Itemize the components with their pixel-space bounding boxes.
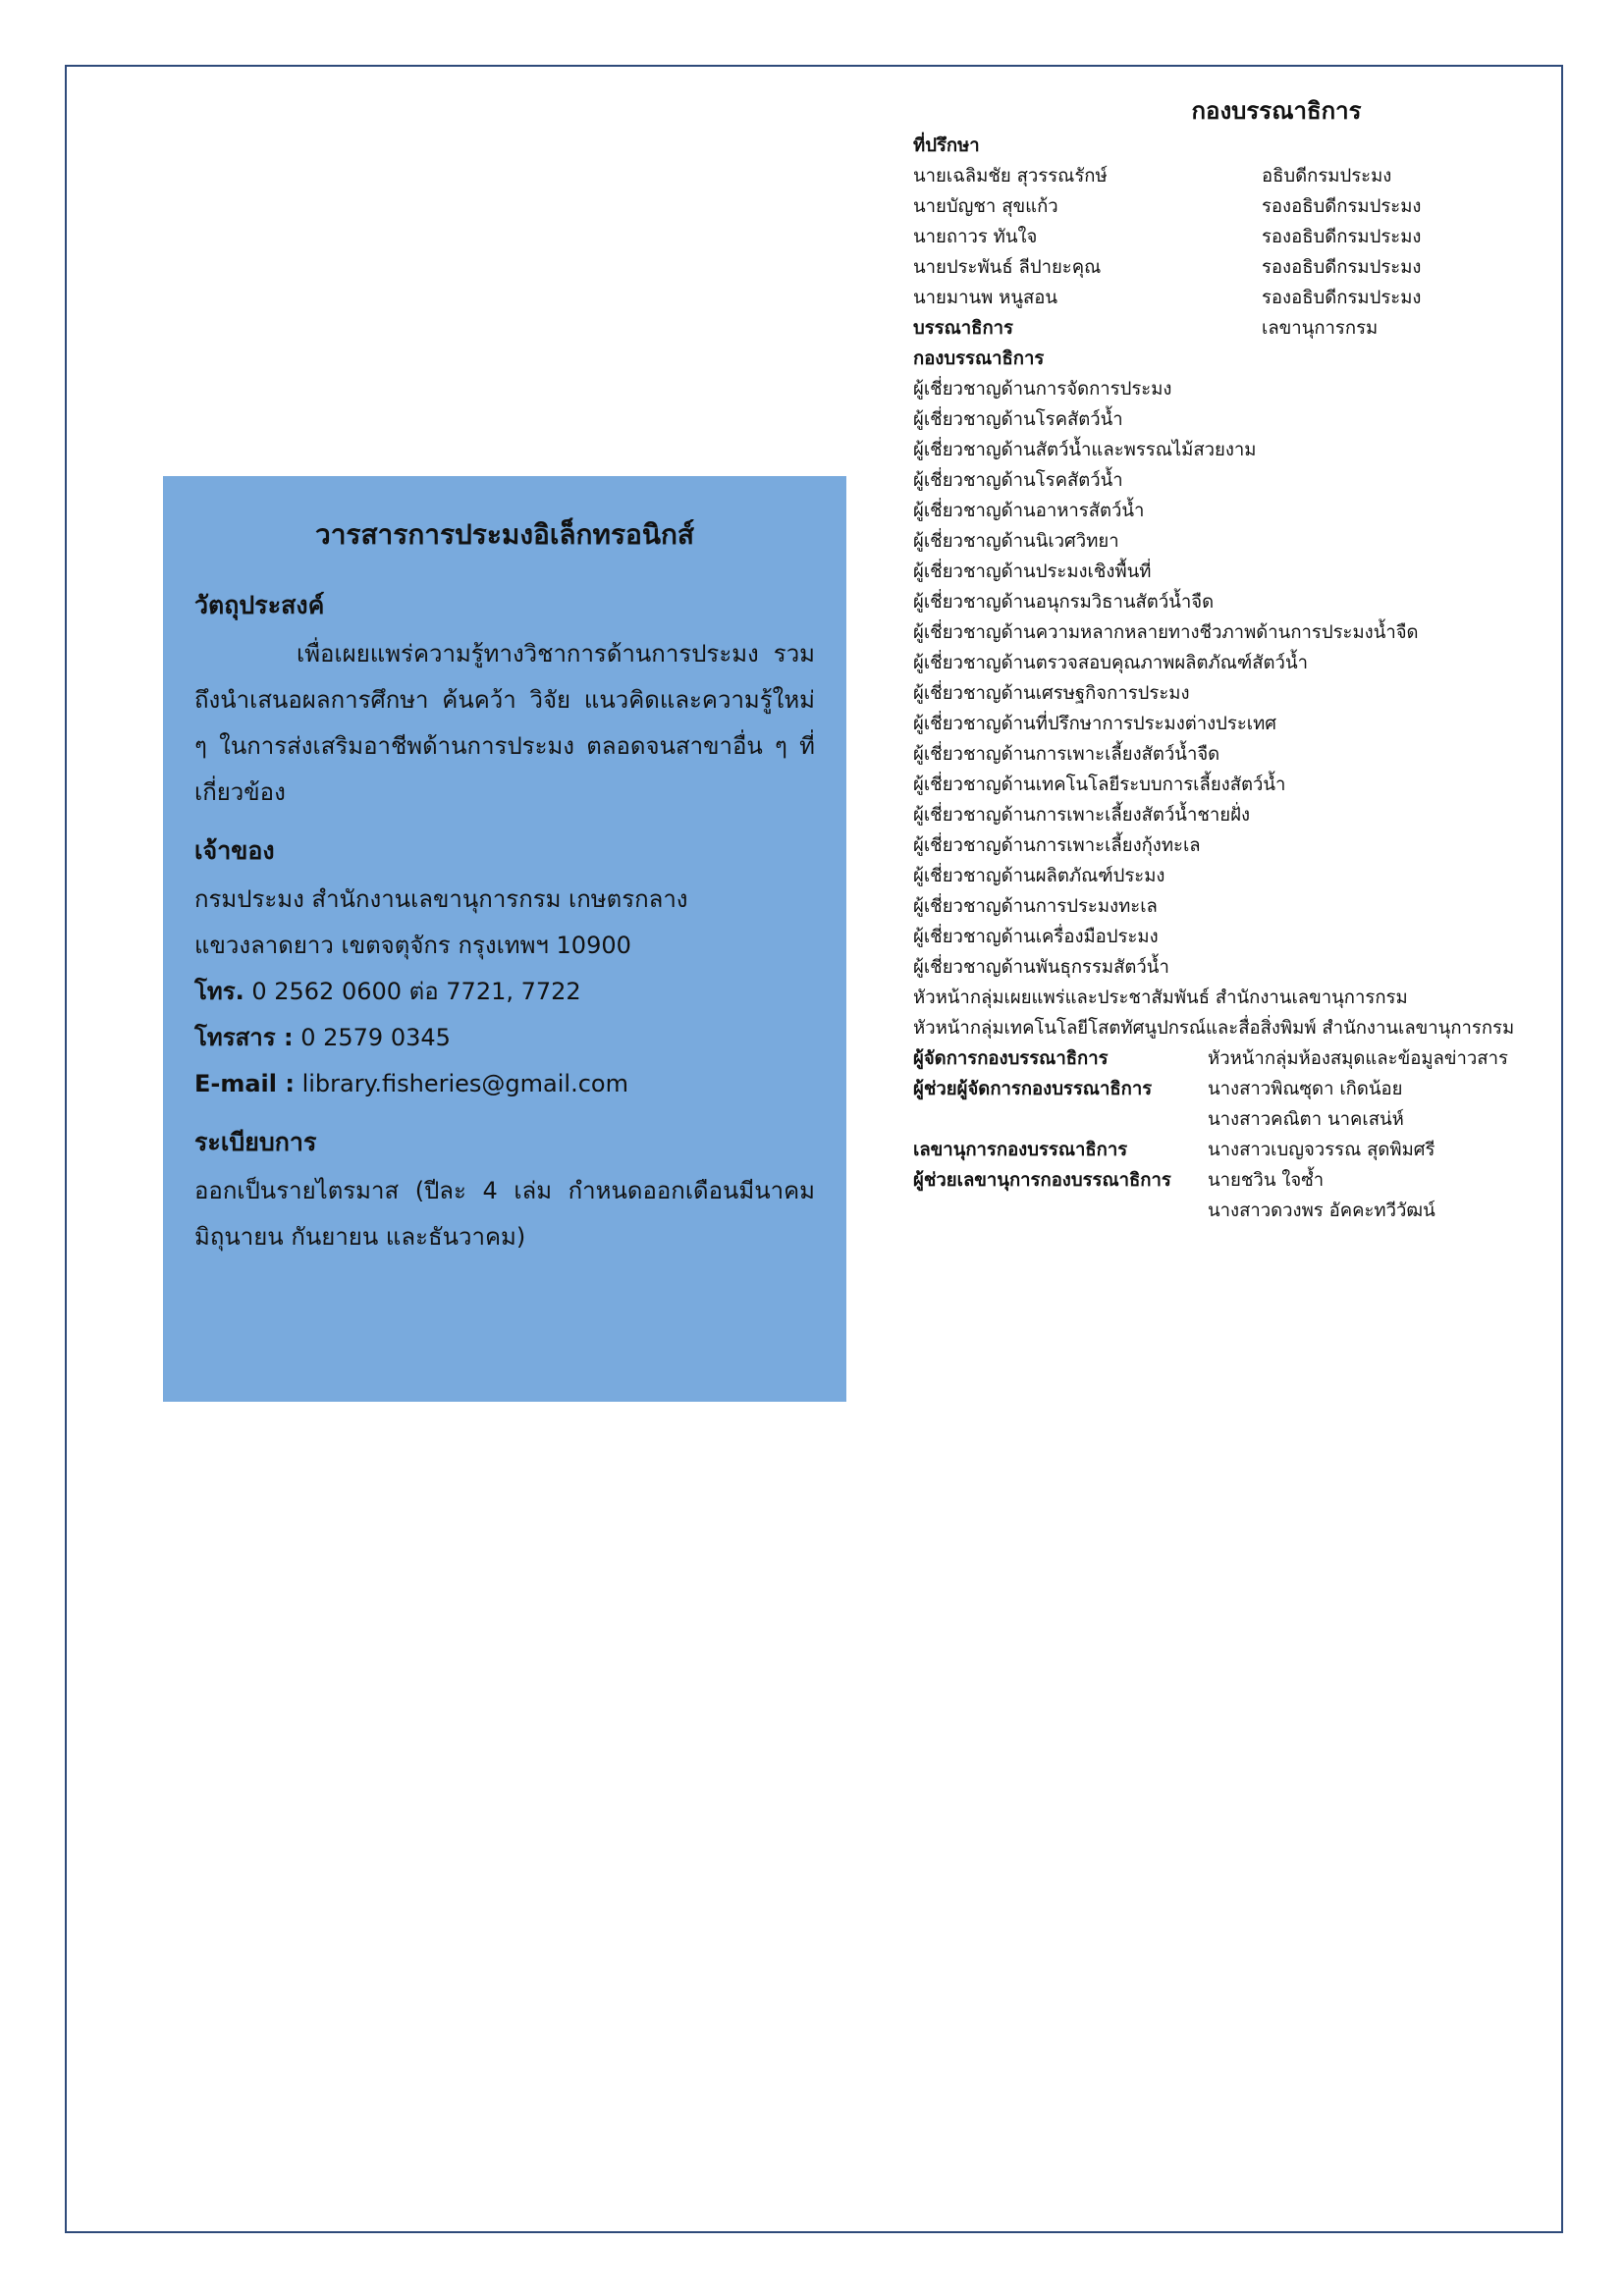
email-line	[194, 1061, 815, 1107]
management-role	[913, 1196, 1208, 1226]
advisor-name: นายมานพ หนูสอน	[913, 288, 1058, 308]
board-member: ผู้เชี่ยวชาญด้านประมงเชิงพื้นที่	[913, 561, 1152, 582]
management-person: นายชวิน ใจซ้ำ	[1208, 1170, 1325, 1191]
board-heading: กองบรรณาธิการ	[913, 348, 1045, 369]
board-member: ผู้เชี่ยวชาญด้านการจัดการประมง	[913, 379, 1172, 400]
board-member: ผู้เชี่ยวชาญด้านพันธุกรรมสัตว์น้ำ	[913, 957, 1169, 978]
advisor-name: นายบัญชา สุขแก้ว	[913, 196, 1058, 217]
management-role: เลขานุการกองบรรณาธิการ	[913, 1140, 1128, 1160]
board-member: ผู้เชี่ยวชาญด้านที่ปรึกษาการประมงต่างประเทศ	[913, 714, 1277, 734]
management-row	[913, 1043, 1542, 1074]
management-role	[913, 1104, 1208, 1135]
advisor-row	[913, 191, 1542, 222]
management-person: นางสาวดวงพร อัคคะทวีวัฒน์	[1208, 1201, 1435, 1221]
advisor-position: รองอธิบดีกรมประมง	[1262, 288, 1422, 308]
management-role: ผู้จัดการกองบรรณาธิการ	[913, 1048, 1109, 1069]
owner-heading: เจ้าของ	[194, 836, 275, 865]
board-member: ผู้เชี่ยวชาญด้านสัตว์น้ำและพรรณไม้สวยงาม	[913, 440, 1257, 460]
advisor-row	[913, 283, 1542, 313]
board-member: ผู้เชี่ยวชาญด้านเครื่องมือประมง	[913, 927, 1159, 947]
board-member: ผู้เชี่ยวชาญด้านเศรษฐกิจการประมง	[913, 683, 1190, 704]
email-label: E-mail :	[194, 1070, 295, 1097]
journal-title: วารสารการประมงอิเล็กทรอนิกส์	[314, 518, 695, 551]
editorial-board	[913, 91, 1542, 1226]
editor-value: เลขานุการกรม	[1262, 318, 1379, 339]
board-member: ผู้เชี่ยวชาญด้านอนุกรมวิธานสัตว์น้ำจืด	[913, 592, 1215, 613]
board-member: ผู้เชี่ยวชาญด้านโรคสัตว์น้ำ	[913, 409, 1123, 430]
board-member: ผู้เชี่ยวชาญด้านการเพาะเลี้ยงสัตว์น้ำชายฝั่ง	[913, 805, 1250, 826]
advisor-position: รองอธิบดีกรมประมง	[1262, 196, 1422, 217]
advisor-name: นายถาวร ทันใจ	[913, 227, 1038, 247]
board-member: หัวหน้ากลุ่มเผยแพร่และประชาสัมพันธ์ สำนักงานเลขานุการกรม	[913, 988, 1408, 1008]
advisor-name: นายประพันธ์ ลีปายะคุณ	[913, 257, 1102, 278]
advisor-row	[913, 252, 1542, 283]
board-member: ผู้เชี่ยวชาญด้านผลิตภัณฑ์ประมง	[913, 866, 1165, 886]
phone-line	[194, 969, 815, 1015]
advisor-row	[913, 222, 1542, 252]
editor-row	[913, 313, 1542, 344]
fax-value: 0 2579 0345	[293, 1024, 451, 1051]
board-member: ผู้เชี่ยวชาญด้านนิเวศวิทยา	[913, 531, 1119, 552]
board-member: ผู้เชี่ยวชาญด้านตรวจสอบคุณภาพผลิตภัณฑ์สัตว์น้ำ	[913, 653, 1308, 673]
advisor-position: รองอธิบดีกรมประมง	[1262, 227, 1422, 247]
management-row	[913, 1196, 1542, 1226]
management-row	[913, 1135, 1542, 1165]
board-member: ผู้เชี่ยวชาญด้านอาหารสัตว์น้ำ	[913, 501, 1145, 521]
board-member: ผู้เชี่ยวชาญด้านการเพาะเลี้ยงสัตว์น้ำจืด	[913, 744, 1220, 765]
management-role: ผู้ช่วยผู้จัดการกองบรรณาธิการ	[913, 1079, 1153, 1099]
management-person: นางสาวเบญจวรรณ สุดพิมศรี	[1208, 1140, 1435, 1160]
board-member: ผู้เชี่ยวชาญด้านการเพาะเลี้ยงกุ้งทะเล	[913, 835, 1201, 856]
management-person: นางสาวคณิตา นาคเสน่ห์	[1208, 1109, 1404, 1130]
owner-section	[194, 831, 815, 1107]
editorial-title: กองบรรณาธิการ	[1191, 97, 1362, 125]
schedule-section	[194, 1123, 815, 1260]
management-row	[913, 1104, 1542, 1135]
schedule-heading: ระเบียบการ	[194, 1128, 317, 1156]
board-member: ผู้เชี่ยวชาญด้านความหลากหลายทางชีวภาพด้านการประมงน้ำจืด	[913, 622, 1419, 643]
advisor-name: นายเฉลิมชัย สุวรรณรักษ์	[913, 166, 1108, 187]
management-person: นางสาวพิณซุดา เกิดน้อย	[1208, 1079, 1403, 1099]
advisor-position: อธิบดีกรมประมง	[1262, 166, 1392, 187]
fax-line	[194, 1015, 815, 1061]
board-member: ผู้เชี่ยวชาญด้านโรคสัตว์น้ำ	[913, 470, 1123, 491]
management-row	[913, 1165, 1542, 1196]
objective-heading: วัตถุประสงค์	[194, 591, 325, 619]
phone-value: 0 2562 0600 ต่อ 7721, 7722	[244, 978, 581, 1005]
management-person: หัวหน้ากลุ่มห้องสมุดและข้อมูลข่าวสาร	[1208, 1048, 1508, 1069]
owner-line-2: แขวงลาดยาว เขตจตุจักร กรุงเทพฯ 10900	[194, 932, 631, 959]
management-role: ผู้ช่วยเลขานุการกองบรรณาธิการ	[913, 1170, 1171, 1191]
advisor-row	[913, 161, 1542, 191]
fax-label: โทรสาร :	[194, 1024, 294, 1051]
schedule-text: ออกเป็นรายไตรมาส (ปีละ 4 เล่ม กำหนดออกเดือนมีนาคม มิถุนายน กันยายน และธันวาคม)	[194, 1177, 815, 1251]
advisor-position: รองอธิบดีกรมประมง	[1262, 257, 1422, 278]
email-value[interactable]: library.fisheries@gmail.com	[294, 1070, 628, 1097]
phone-label: โทร.	[194, 978, 244, 1005]
owner-line-1: กรมประมง สำนักงานเลขานุการกรม เกษตรกลาง	[194, 885, 688, 913]
editor-label: บรรณาธิการ	[913, 318, 1013, 339]
objective-section	[194, 586, 815, 816]
management-row	[913, 1074, 1542, 1104]
advisors-heading: ที่ปรึกษา	[913, 135, 980, 156]
board-member: ผู้เชี่ยวชาญด้านเทคโนโลยีระบบการเลี้ยงสัตว์น้ำ	[913, 774, 1286, 795]
board-member: ผู้เชี่ยวชาญด้านการประมงทะเล	[913, 896, 1158, 917]
objective-text: เพื่อเผยแพร่ความรู้ทางวิชาการด้านการประมง รวมถึงนำเสนอผลการศึกษา ค้นคว้า วิจัย แนวคิดและความรู้ใหม่ ๆ ในการส่งเสริมอาชีพด้านการประมง ตลอดจนสาขาอื่น ๆ ที่เกี่ยวข้อง	[194, 640, 815, 806]
board-member: หัวหน้ากลุ่มเทคโนโลยีโสตทัศนูปกรณ์และสื่อสิ่งพิมพ์ สำนักงานเลขานุการกรม	[913, 1018, 1515, 1039]
journal-info-box	[163, 476, 846, 1402]
